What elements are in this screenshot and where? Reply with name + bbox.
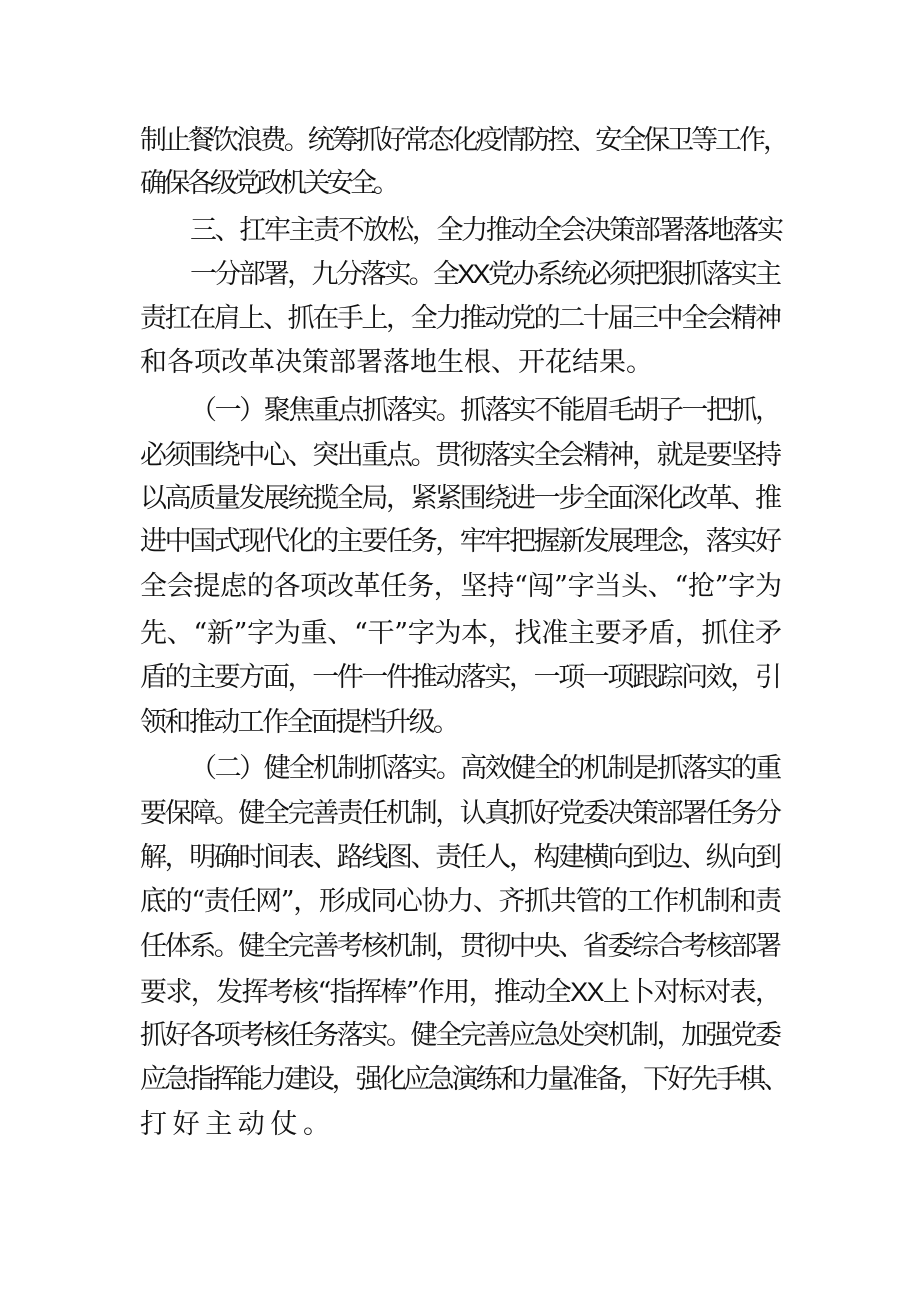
text-line: 以高质量发展统揽全局，紧紧围绕进一步全面深化改革、推 [140, 483, 780, 514]
text-line: （二）健全机制抓落实。高效健全的机制是抓落实的重 [190, 753, 780, 784]
text-line: 要保障。健全完善责任机制，认真抓好党委决策部署任务分 [140, 798, 780, 829]
text-line: 底的“责任网”，形成同心协力、齐抓共管的工作机制和责 [140, 886, 781, 917]
text-line: 一分部署，九分落实。全XX党办系统必须把狠抓落实主 [190, 259, 780, 290]
text-line: 盾的主要方面，一件一件推动落实，一项一项跟踪问效，引 [140, 662, 780, 693]
text-line: 和各项改革决策部署落地生根、开花结果。 [140, 347, 653, 378]
text-line: 制止餐饮浪费。统筹抓好常态化疫情防控、安全保卫等工作， [140, 125, 787, 156]
text-line: 应急指挥能力建设，强化应急演练和力量准备，下好先手棋、 [140, 1064, 787, 1095]
text-line: 领和推动工作全面提档升级。 [140, 707, 458, 738]
text-line: （一）聚焦重点抓落实。抓落实不能眉毛胡子一把抓， [190, 395, 780, 426]
text-line: 确保各级党政机关安全。 [140, 168, 397, 199]
text-line: 进中国式现代化的主要任务，牢牢把握新发展理念，落实好 [140, 526, 780, 557]
text-line: 必须围绕中心、突出重点。贯彻落实全会精神，就是要坚持 [140, 440, 780, 471]
text-line: 解，明确时间表、路线图、责任人，构建横向到边、纵向到 [140, 842, 780, 873]
text-line: 全会提虑的各项改革任务，坚持“闯”字当头、“抢”字为 [140, 571, 782, 602]
text-line: 先、“新”字为重、“干”字为本，找准主要矛盾，抓住矛 [140, 618, 782, 649]
text-line: 责扛在肩上、抓在手上，全力推动党的二十届三中全会精神 [140, 303, 780, 334]
text-line: 任体系。健全完善考核机制，贯彻中央、省委综合考核部署 [140, 931, 780, 962]
text-line: 要求，发挥考核“指挥棒”作用，推动全XX上卜对标对表， [140, 977, 781, 1008]
section-heading: 三、扛牢主责不放松，全力推动全会决策部署落地落实 [190, 215, 782, 246]
text-line: 打好主动仗。 [140, 1109, 336, 1140]
text-line: 抓好各项考核任务落实。健全完善应急处突机制，加强党委 [140, 1020, 780, 1051]
